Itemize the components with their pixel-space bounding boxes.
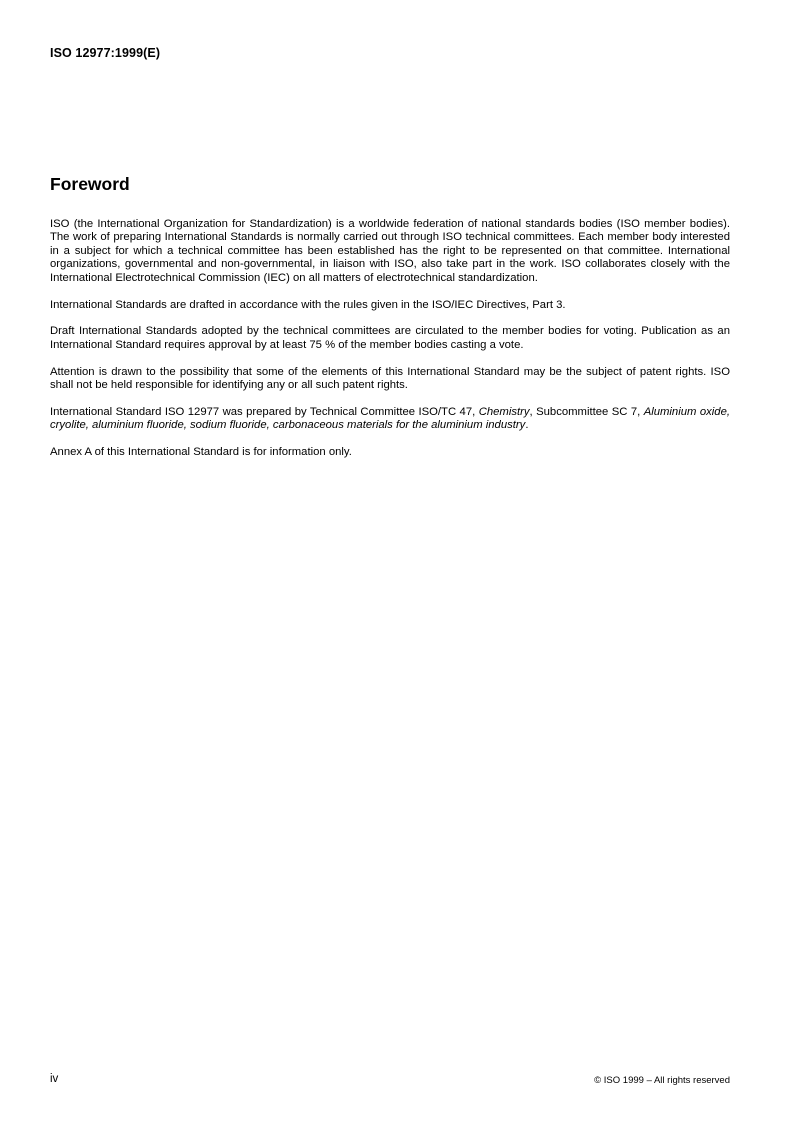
paragraph-iso-intro: ISO (the International Organization for Standardization) is a worldwide federation of national standards bodies (ISO member bodies). The work of preparing International Standards is normally carried out through ISO technical committees. Each member body interested in a subject for which a technical committee has been established has the right to be represented on that committee. International organizations, governmental and non-governmental, in liaison with ISO, also take part in the work. ISO collaborates closely with the International Electrotechnical Commission (IEC) on all matters of electrotechnical standardization. xyxy=(50,218,730,284)
committee-name: Chemistry xyxy=(478,406,530,419)
section-title: Foreword xyxy=(50,174,130,194)
document-id: ISO 12977:1999(E) xyxy=(50,46,161,60)
paragraph-prepared-by xyxy=(50,406,730,433)
prepared-by-text-3: . xyxy=(525,419,529,432)
paragraph-directives: International Standards are drafted in accordance with the rules given in the ISO/IEC Directives, Part 3. xyxy=(50,298,566,311)
subcommittee-name: Aluminium oxide, cryolite, aluminium fluoride, sodium fluoride, carbonaceous materials for the aluminium industry xyxy=(50,406,730,432)
paragraph-annex: Annex A of this International Standard is for information only. xyxy=(50,446,352,459)
page-number: iv xyxy=(50,1073,59,1085)
prepared-by-text-2: , Subcommittee SC 7, xyxy=(529,406,644,419)
paragraph-patent: Attention is drawn to the possibility that some of the elements of this International Standard may be the subject of patent rights. ISO shall not be held responsible for identifying any or all such patent rights. xyxy=(50,365,730,392)
copyright-notice: © ISO 1999 – All rights reserved xyxy=(594,1075,730,1086)
paragraph-approval: Draft International Standards adopted by the technical committees are circulated to the member bodies for voting. Publication as an International Standard requires approval by at least 75 % of the member bodies casting a vote. xyxy=(50,325,730,351)
foreword-body xyxy=(50,218,730,473)
prepared-by-text-1: International Standard ISO 12977 was prepared by Technical Committee ISO/TC 47, xyxy=(50,406,479,419)
